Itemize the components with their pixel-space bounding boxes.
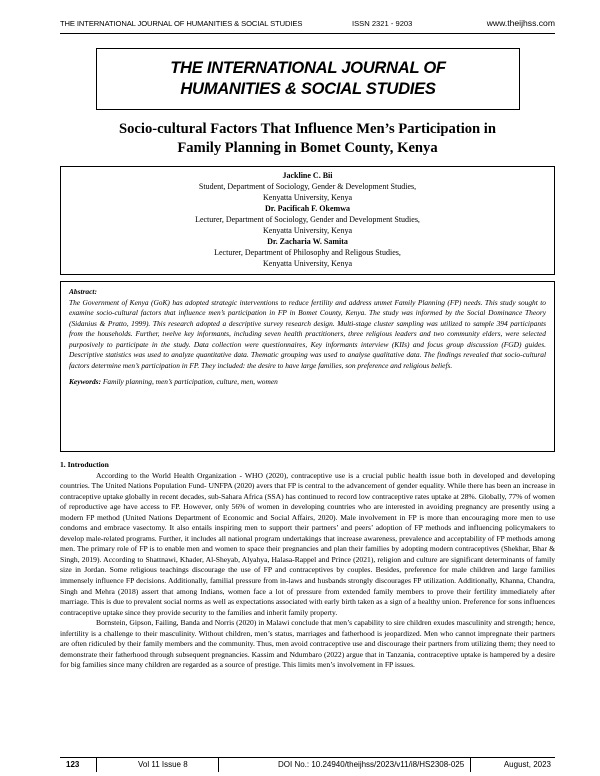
author-name: Dr. Pacificah F. Okemwa [265, 204, 350, 213]
journal-masthead [96, 48, 520, 110]
volume-issue: Vol 11 Issue 8 [138, 760, 188, 769]
keywords-label: Keywords: [69, 377, 102, 387]
article-title-line-2: Family Planning in Bomet County, Kenya [177, 140, 438, 156]
header-website: www.theijhss.com [486, 18, 555, 28]
abstract-heading: Abstract: [69, 287, 97, 296]
author-name: Dr. Zacharia W. Samita [267, 237, 348, 246]
keywords-list: Family planning, men’s participation, culture, men, women [102, 377, 278, 387]
article-title [60, 120, 555, 158]
header-journal-name: THE INTERNATIONAL JOURNAL OF HUMANITIES & SOCIAL STUDIES [60, 19, 303, 28]
abstract-text: The Government of Kenya (GoK) has adopted strategic interventions to reduce fertility and address unmet Family Planning (FP) needs. This study sought to examine socio-cultural factors that influence men’s participation in FP in Bomet County, Kenya. The study was informed by the Social Dominance Theory (Sidanius & Pratto, 1999). This research adopted a descriptive survey research design. Multi-stage cluster sampling was utilized to sample 394 participants from the households. Further, twelve key informants, including seven health practitioners, three religious leaders and two community elders, were selected purposively to participate in the study. Data collection were questionnaires, Key informants interview (KIIs) and focus group discussion (FGD) guides. Descriptive statistics was used to analyze quantitative data. Thematic grouping was used to analyse qualitative data. The findings revealed that socio-cultural factors determine men’s participation in FP. They included: the desire to have large families, son preference and religious beliefs. [69, 297, 546, 370]
author-block [60, 166, 555, 275]
header-rule [60, 33, 555, 34]
footer-divider [218, 757, 219, 772]
author-institution: Kenyatta University, Kenya [262, 259, 352, 268]
publication-date: August, 2023 [503, 760, 551, 769]
body-paragraph: Bornstein, Gipson, Failing, Banda and Norris (2020) in Malawi conclude that men’s capability to sire children exudes masculinity and strength; hence, infertility is a challenge to their masculinity. Without children, men’s status, marriages and fatherhood is jeopardized. Men who cannot impregnate their partners are often ridiculed by their family members and the community. Thus, men avoid contraceptive use and discourage their partners from utilizing them; they need to demonstrate their fatherhood through subsequent pregnancies. Kassim and Ndumbaro (2022) argue that in Tanzania, contraceptive uptake is hampered by a desire for big families since many children are regarded as a source of prestige. This limits men’s involvement in FP issues. [60, 618, 555, 670]
page-number: 123 [66, 760, 80, 769]
body-paragraph: According to the World Health Organization - WHO (2020), contraceptive use is a crucial public health issue both in developed and developing countries. The United Nations Population Fund- UNFPA (2020) avers that FP is central to the advancement of gender equality. While there has been an increase in contraceptive uptake globally in recent decades, sub-Sahara Africa (SSA) has continued to record low contraceptive rates uptake at 28%. Globally, 77% of women of reproductive age have access to FP. However, only 56% of women in developing countries who are interested in avoiding pregnancy are presently using a modern FP method (United Nations Department of Economic and Social Affairs, 2020). Male involvement in FP is more than encouraging more men to use condoms and embrace vasectomy. It also entails inspiring men to support their partners’ and peers’ adoption of FP methods and influencing policymakers to develop male-related programs. Further, it includes all national program undertakings that increase awareness, prevalence and acceptability of FP methods among men. The primary role of FP is to enable men and women to space their pregnancies and plan their families by adopting modern contraceptives (Shekhar, Bhar & Singh, 2019). According to Shattnawi, Khader, Al-Sheyab, Alyahya, Halasa-Rappel and Prince (2021), religion and culture are significant determinants of family size in Jordan. Some religious teachings discourage the use of FP and contraceptives by couples. Besides, preference for male children and large families immensely influence FP decisions. Additionally, familial pressure from in-laws and husbands strongly discourages FP utilization. Additionally, Khanna, Chandra, Singh and Mehra (2018) assert that among Indians, women face a lot of pressure from extended family members to prove their fertility immediately after marriage. This is due to prevalent social norms as well as expectations associated with early birth taken as a sign of a healthy union. Preference for sons influences contraceptive uptake since they provide security to the families and inherit family property. [60, 470, 555, 617]
author-affiliation: Lecturer, Department of Philosophy and Religous Studies, [214, 248, 401, 257]
masthead-line-1: THE INTERNATIONAL JOURNAL OF [170, 58, 446, 77]
section-heading: 1. Introduction [60, 460, 109, 469]
footer-rule [60, 757, 555, 758]
author-affiliation: Lecturer, Department of Sociology, Gender and Development Studies, [195, 215, 420, 224]
masthead-line-2: HUMANITIES & SOCIAL STUDIES [180, 79, 436, 98]
doi-number: DOI No.: 10.24940/theijhss/2023/v11/i8/HS2308-025 [278, 760, 465, 769]
page-footer [60, 760, 555, 772]
header-issn: ISSN 2321 - 9203 [352, 19, 413, 28]
author-affiliation: Student, Department of Sociology, Gender & Development Studies, [198, 182, 417, 191]
author-institution: Kenyatta University, Kenya [262, 193, 352, 202]
author-name: Jackline C. Bii [282, 171, 333, 180]
running-header [60, 19, 555, 33]
footer-divider [470, 757, 471, 772]
abstract-box [60, 281, 555, 452]
article-title-line-1: Socio-cultural Factors That Influence Men’s Participation in [119, 121, 496, 137]
author-institution: Kenyatta University, Kenya [262, 226, 352, 235]
masthead-title [97, 49, 519, 99]
introduction-section [60, 460, 555, 671]
footer-divider [96, 757, 97, 772]
keywords [69, 377, 546, 388]
